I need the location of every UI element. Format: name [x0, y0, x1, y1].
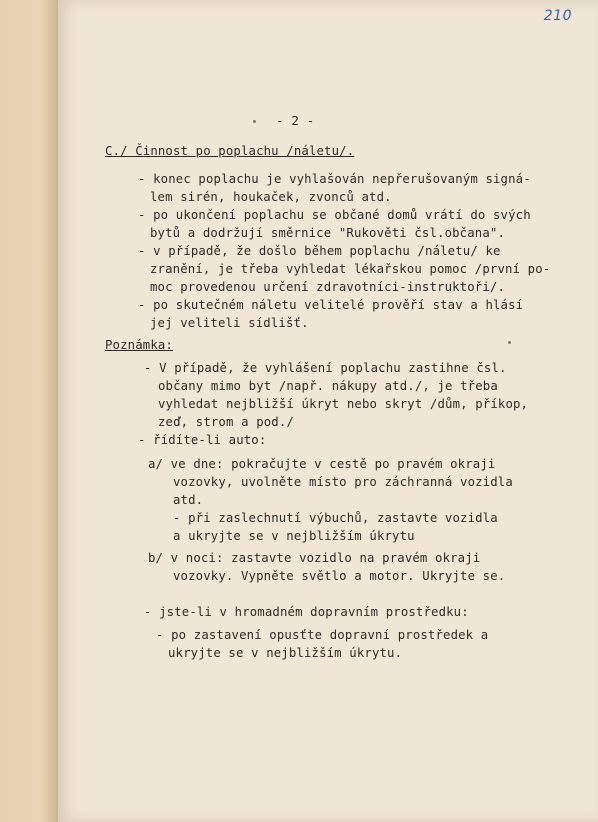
previous-page-edge	[0, 0, 58, 822]
note-line: a ukryjte se v nejbližším úkrytu	[173, 529, 415, 543]
section-line: jej veliteli sídlišť.	[150, 316, 309, 330]
note-line: občany mimo byt /např. nákupy atd./, je třeba	[158, 379, 498, 393]
page-number: - 2 -	[276, 113, 315, 128]
section-line: - po ukončení poplachu se občané domů vrátí do svých	[138, 208, 531, 222]
note-line: atd.	[173, 493, 204, 507]
note-line: - po zastavení opusťte dopravní prostředek a	[156, 628, 489, 642]
note-line: b/ v noci: zastavte vozidlo na pravém okraji	[148, 551, 481, 565]
section-heading: C./ Činnost po poplachu /náletu/.	[105, 144, 355, 158]
section-line: - po skutečném náletu velitelé prověří stav a hlásí	[138, 298, 524, 312]
note-line: vozovky. Vypněte světlo a motor. Ukryjte se.	[173, 569, 506, 583]
note-line: vyhledat nejbližší úkryt nebo skryt /dům, příkop,	[158, 397, 529, 411]
section-line: zranění, je třeba vyhledat lékařskou pomoc /první po-	[150, 262, 551, 276]
note-line: zeď, strom a pod./	[158, 415, 294, 429]
section-line: lem sirén, houkaček, zvonců atd.	[150, 190, 392, 204]
paper-speck	[508, 341, 511, 344]
section-line: bytů a dodržují směrnice "Rukověti čsl.občana".	[150, 226, 506, 240]
section-line: moc provedenou určení zdravotníci-instruktoři/.	[150, 280, 506, 294]
section-line: - konec poplachu je vyhlašován nepřerušovaným signá-	[138, 172, 531, 186]
note-line: a/ ve dne: pokračujte v cestě po pravém okraji	[148, 457, 496, 471]
note-line: - V případě, že vyhlášení poplachu zastihne čsl.	[144, 361, 507, 375]
note-line: - při zaslechnutí výbuchů, zastavte vozidla	[173, 511, 498, 525]
folio-number: 210	[543, 8, 572, 24]
note-line: vozovky, uvolněte místo pro záchranná vozidla	[173, 475, 513, 489]
note-line: - řídíte-li auto:	[138, 433, 267, 447]
paper-speck	[253, 120, 256, 123]
section-line: - v případě, že došlo během poplachu /náletu/ ke	[138, 244, 501, 258]
note-line: - jste-li v hromadném dopravním prostředku:	[144, 605, 469, 619]
document-page	[58, 0, 598, 822]
note-line: ukryjte se v nejbližším úkrytu.	[168, 646, 403, 660]
note-heading: Poznámka:	[105, 338, 173, 352]
